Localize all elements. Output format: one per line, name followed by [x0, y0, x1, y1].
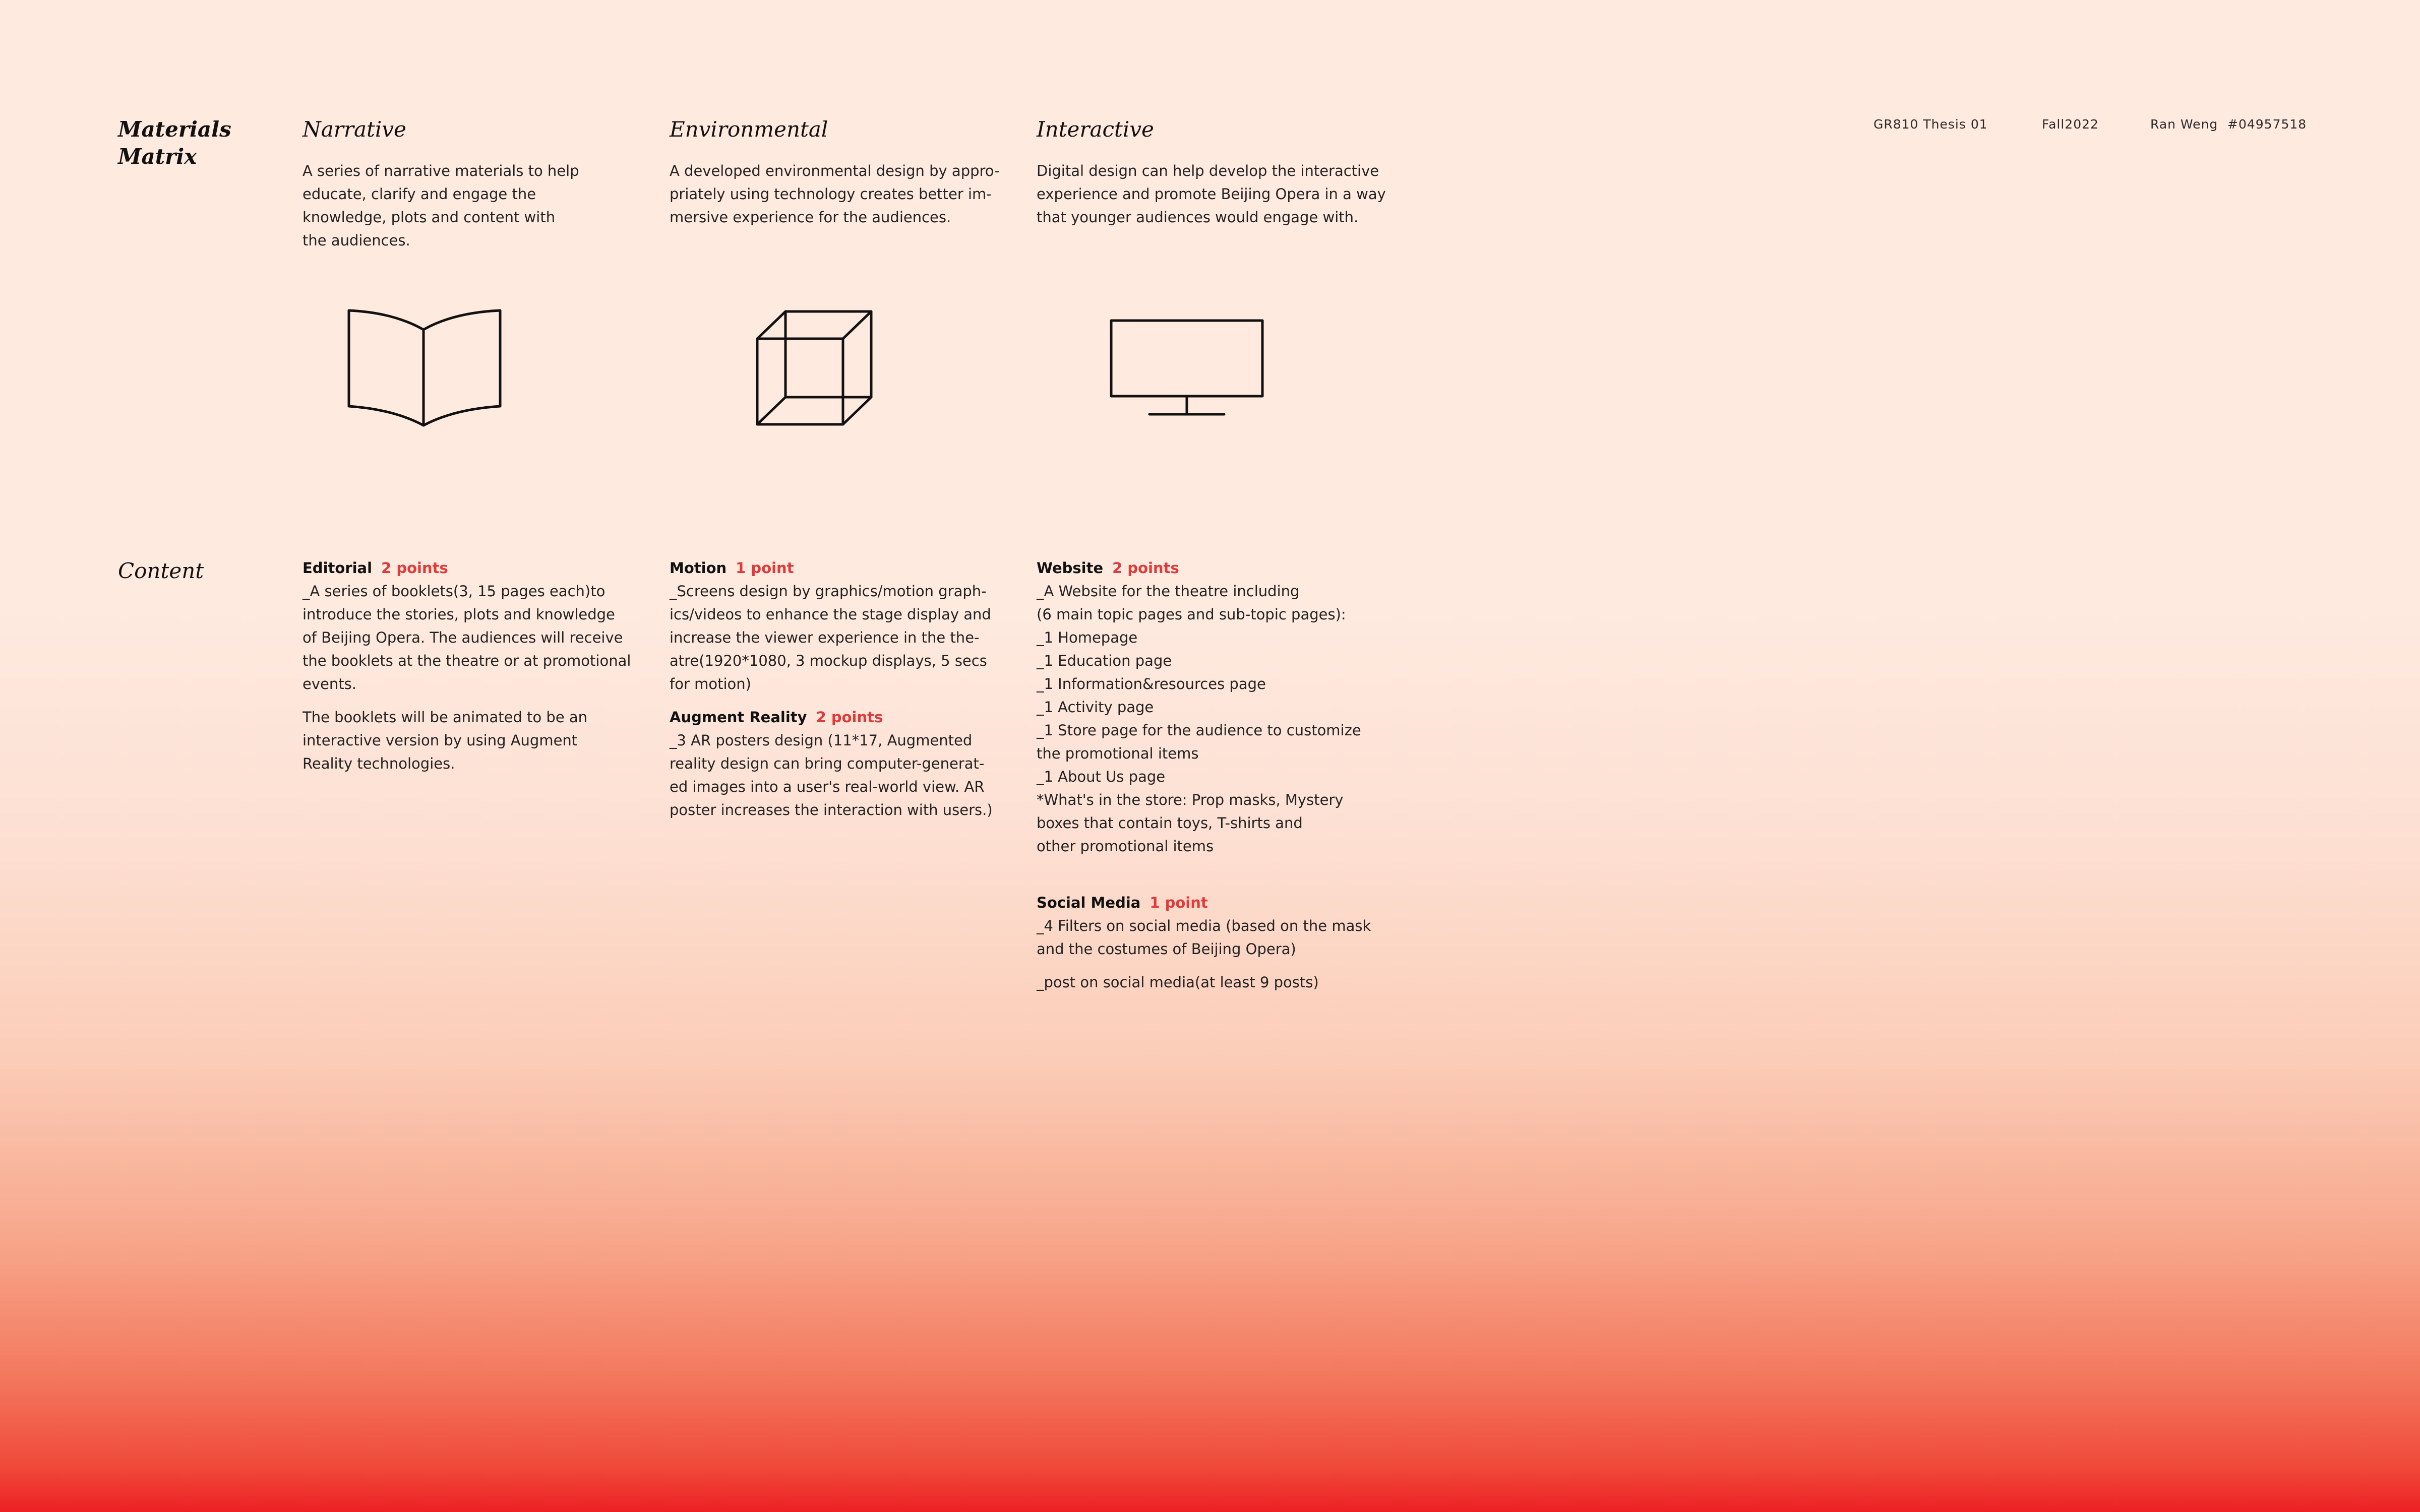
editorial-note: The booklets will be animated to be an interactive version by using Augment Reality technologies. — [302, 709, 588, 772]
term: Fall2022 — [2042, 117, 2099, 132]
social-header — [1037, 891, 1420, 914]
motion-title: Motion — [670, 559, 727, 577]
matrix-title-line2: Matrix — [118, 144, 197, 169]
editorial-block — [302, 556, 655, 775]
environmental-content — [670, 556, 1027, 822]
editorial-header — [302, 556, 655, 580]
social-posts: _post on social media(at least 9 posts) — [1037, 974, 1319, 991]
open-book-icon — [348, 309, 501, 426]
website-header — [1037, 556, 1420, 580]
narrative-description: A series of narrative materials to help educate, clarify and engage the knowledge, plots and content with the audiences. — [302, 162, 579, 249]
monitor-icon — [1110, 320, 1263, 416]
social-text: _4 Filters on social media (based on the mask and the costumes of Beijing Opera) — [1037, 917, 1371, 958]
interactive-content — [1037, 556, 1420, 994]
website-text: _A Website for the theatre including (6 main topic pages and sub-topic pages): _1 Homepage _1 Education page _1 Information&resources page _1 Activity page _1 Store page for the audience to customize the promotional items _1 About Us page *What's in the store: Prop masks, Mystery boxes that contain toys, T-shirts and other promotional items — [1037, 583, 1361, 855]
motion-text: _Screens design by graphics/motion graph- ics/videos to enhance the stage display and increase the viewer experience in the the- atre(1920*1080, 3 mockup displays, 5 secs for motion) — [670, 583, 991, 692]
interactive-description: Digital design can help develop the interactive experience and promote Beijing Opera in a way that younger audiences would engage with. — [1037, 162, 1386, 226]
motion-points: 1 point — [736, 559, 794, 577]
author-name: Ran Weng — [2150, 117, 2218, 132]
content-label: Content — [118, 558, 204, 583]
social-points: 1 point — [1150, 894, 1208, 911]
environmental-description: A developed environmental design by appro- priately using technology creates better im- mersive experience for the audiences. — [670, 162, 1000, 226]
website-title: Website — [1037, 559, 1104, 577]
editorial-text: _A series of booklets(3, 15 pages each)to introduce the stories, plots and knowledge of Beijing Opera. The audiences will receive the booklets at the theatre or at promotional events. — [302, 583, 631, 692]
editorial-points: 2 points — [381, 559, 448, 577]
social-title: Social Media — [1037, 894, 1141, 911]
editorial-title: Editorial — [302, 559, 373, 577]
heading-environmental: Environmental — [670, 117, 828, 142]
website-points: 2 points — [1112, 559, 1179, 577]
course-code: GR810 Thesis 01 — [1873, 117, 1988, 132]
heading-narrative: Narrative — [302, 117, 406, 142]
matrix-title — [118, 116, 231, 170]
matrix-title-line1: Materials — [118, 117, 231, 142]
ar-title: Augment Reality — [670, 709, 807, 726]
ar-header — [670, 706, 1027, 729]
motion-header — [670, 556, 1027, 580]
ar-text: _3 AR posters design (11*17, Augmented reality design can bring computer-generat- ed images into a user's real-world view. AR poster increases the interaction with users.) — [670, 732, 993, 818]
ar-points: 2 points — [816, 709, 883, 726]
cube-icon — [756, 310, 872, 426]
heading-interactive: Interactive — [1037, 117, 1154, 142]
student-id: #04957518 — [2227, 117, 2307, 132]
